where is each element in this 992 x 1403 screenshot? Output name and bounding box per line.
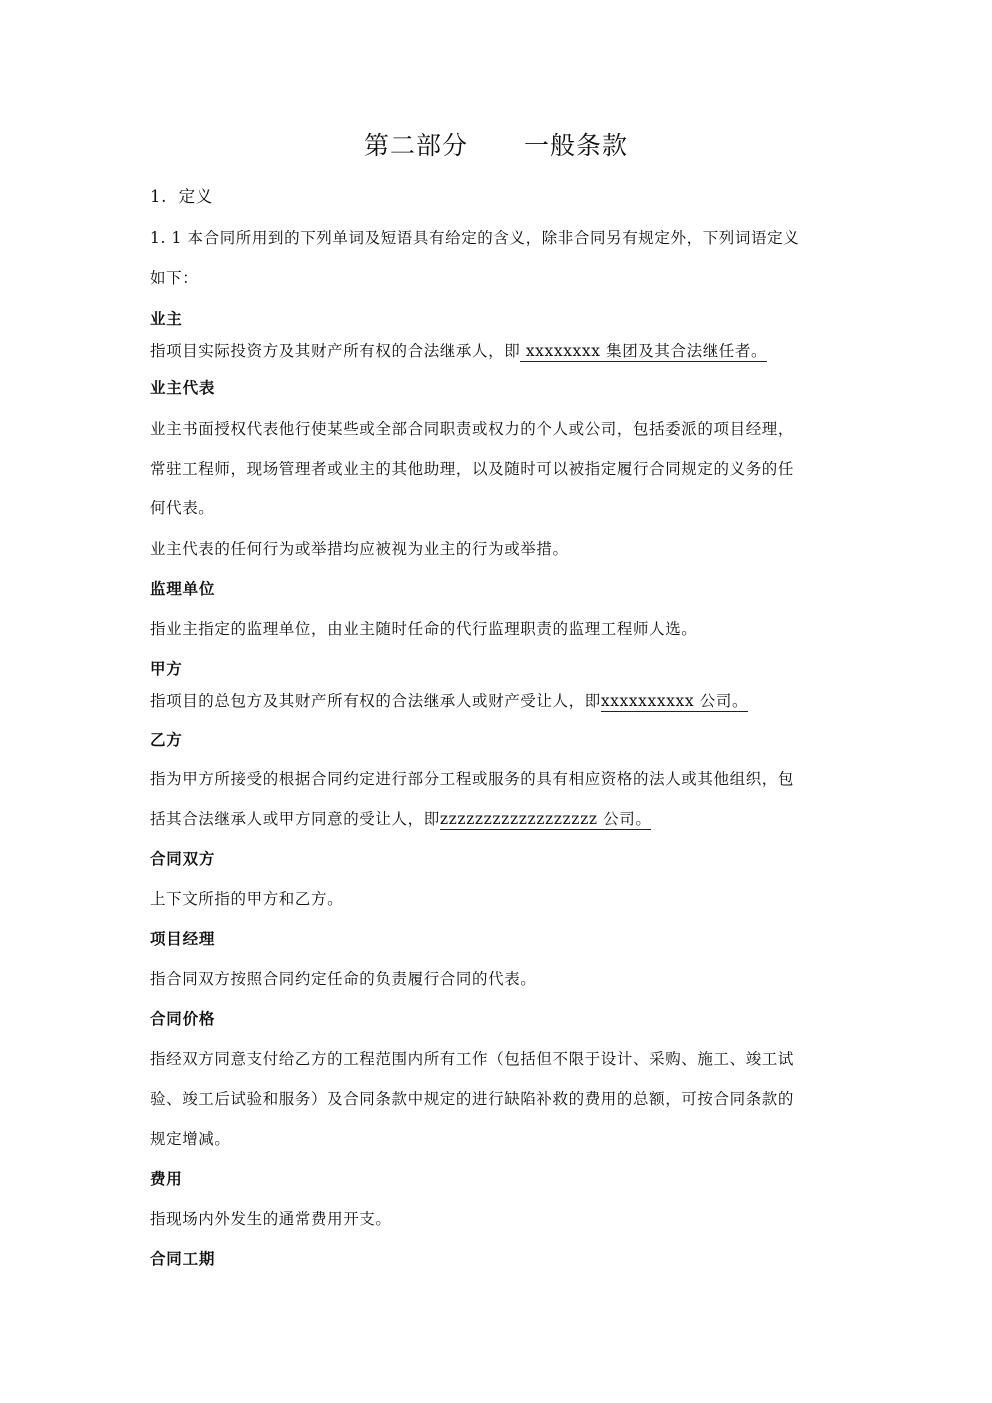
definition-party-a [150, 691, 748, 711]
definition-owner-text: 指项目实际投资方及其财产所有权的合法继承人，即 [150, 342, 521, 360]
term-supervisor: 监理单位 [150, 580, 216, 598]
definition-costs: 指现场内外发生的通常费用开支。 [150, 1210, 392, 1228]
definition-contract-price-line-2: 验、竣工后试验和服务）及合同条款中规定的进行缺陷补救的费用的总额，可按合同条款的 [150, 1090, 795, 1108]
definition-supervisor: 指业主指定的监理单位，由业主随时任命的代行监理职责的监理工程师人选。 [150, 620, 698, 638]
term-owner: 业主 [150, 310, 183, 328]
section-heading [150, 187, 213, 207]
definition-owner-rep-line-1: 业主书面授权代表他行使某些或全部合同职责或权力的个人或公司，包括委派的项目经理， [150, 420, 795, 438]
term-costs: 费用 [150, 1170, 183, 1188]
term-party-a: 甲方 [150, 660, 183, 678]
clause-1-1-line-1: 1. 1 本合同所用到的下列单词及短语具有给定的含义，除非合同另有规定外，下列词语定义 [150, 229, 800, 247]
owner-name-underlined: xxxxxxxx 集团及其合法继任者。 [520, 342, 768, 360]
term-party-b: 乙方 [150, 731, 183, 749]
page-title [0, 129, 992, 163]
definition-party-b-line-2 [150, 809, 651, 829]
party-a-name-underlined: xxxxxxxxxx 公司。 [600, 692, 749, 710]
definition-contract-price-line-1: 指经双方同意支付给乙方的工程范围内所有工作（包括但不限于设计、采购、施工、竣工试 [150, 1050, 795, 1068]
definition-party-a-text: 指项目的总包方及其财产所有权的合法继承人或财产受让人，即 [150, 692, 601, 710]
section-number: 1. [150, 187, 167, 206]
definition-owner-rep-line-2: 常驻工程师，现场管理者或业主的其他助理，以及随时可以被指定履行合同规定的义务的任 [150, 460, 795, 478]
definition-contract-price-line-3: 规定增减。 [150, 1130, 231, 1148]
definition-both-parties: 上下文所指的甲方和乙方。 [150, 890, 344, 908]
definition-owner-rep-line-3: 何代表。 [150, 499, 215, 517]
term-project-manager: 项目经理 [150, 930, 216, 948]
term-owner-rep: 业主代表 [150, 379, 216, 397]
term-both-parties: 合同双方 [150, 850, 216, 868]
term-contract-price: 合同价格 [150, 1010, 216, 1028]
definition-project-manager: 指合同双方按照合同约定任命的负责履行合同的代表。 [150, 970, 537, 988]
term-duration: 合同工期 [150, 1250, 216, 1268]
definition-owner [150, 341, 767, 361]
definition-party-b-text: 括其合法继承人或甲方同意的受让人，即 [150, 810, 440, 828]
title-name: 一般条款 [524, 131, 629, 160]
section-label: 定义 [178, 187, 213, 206]
definition-owner-rep-line-4: 业主代表的任何行为或举措均应被视为业主的行为或举措。 [150, 540, 569, 558]
party-b-name-underlined: zzzzzzzzzzzzzzzzzz 公司。 [439, 810, 652, 828]
title-part: 第二部分 [363, 131, 468, 160]
definition-party-b-line-1: 指为甲方所接受的根据合同约定进行部分工程或服务的具有相应资格的法人或其他组织，包 [150, 770, 795, 788]
clause-1-1-line-2: 如下： [150, 269, 199, 287]
